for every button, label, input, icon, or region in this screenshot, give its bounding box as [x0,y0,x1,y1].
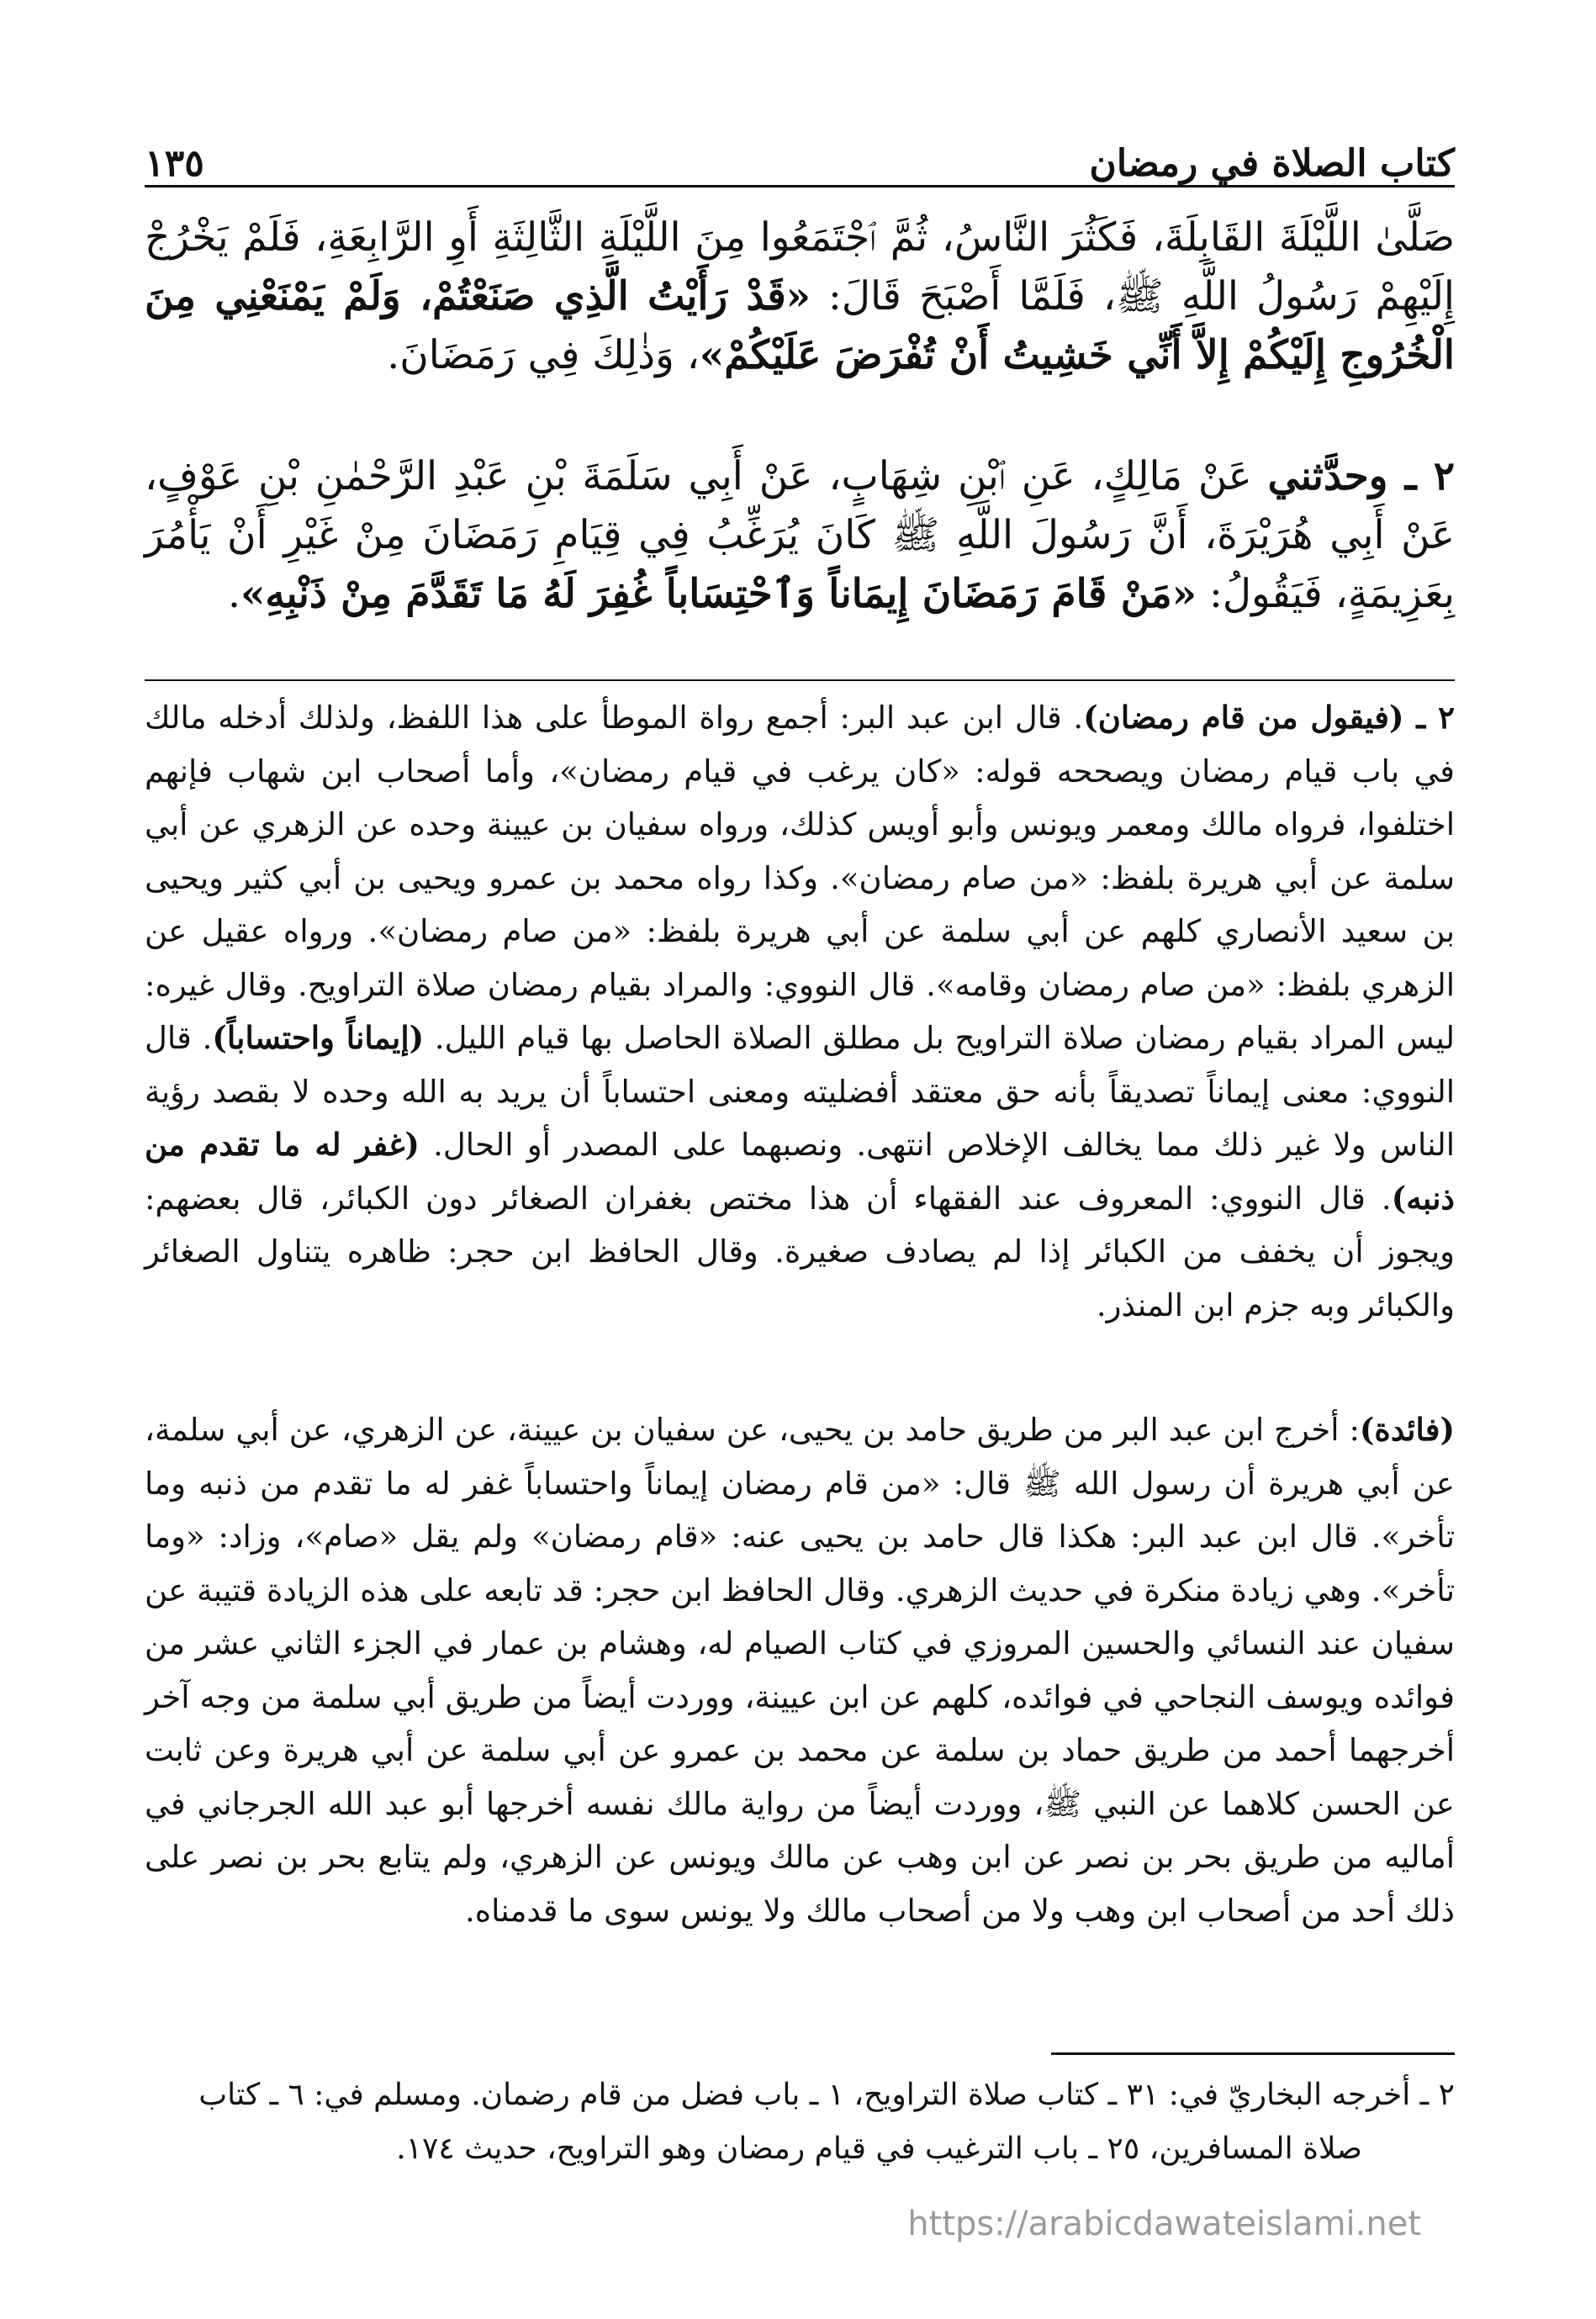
running-title: كتاب الصلاة في رمضان [1089,142,1455,185]
hadith-2-text-c: . [228,571,240,617]
hadith-1-quote: «قَدْ رَأَيْتُ الَّذِي صَنَعْتُمْ، وَلَمْ يَمْنَعْنِي مِنَ الْخُرُوجِ إِلَيْكُمْ إِلاَّ أَنِّي خَشِيتُ أَنْ تُفْرَضَ عَلَيْكُمْ» [145,273,1455,378]
commentary-2-lemma: (فائدة) [1359,1411,1455,1448]
hadith-2-text-a: عَنْ مَالِكٍ، عَنِ ٱبْنِ شِهَابٍ، عَنْ أَبِي سَلَمَةَ بْنِ عَبْدِ الرَّحْمٰنِ بْنِ عَوْفٍ، عَنْ أَبِي هُرَيْرَةَ، أَنَّ رَسُولَ اللَّهِ ﷺ كَانَ يُرَغِّبُ فِي قِيَامِ رَمَضَانَ مِنْ غَيْرِ أَنْ يَأْمُرَ بِعَزِيمَةٍ، فَيَقُولُ: [145,453,1455,617]
header-rule [145,185,1455,188]
hadith-1-paragraph [145,209,1455,385]
commentary-1-lemma-1: (فيقول من قام رمضان) [1083,699,1404,736]
hadith-1-text-c: ، وَذٰلِكَ فِي رَمَضَانَ. [387,332,700,378]
footnote-line-1: ٢ ـ أخرجه البخاريّ في: ٣١ ـ كتاب صلاة التراويح، ١ ـ باب فضل من قام رضمان. ومسلم في: ٦ ـ كتاب [198,2078,1455,2112]
hadith-2-number: ٢ ـ [1387,453,1455,499]
hadith-2 [145,447,1455,624]
footnote [145,2068,1455,2176]
hadith-1-text-a: صَلَّىٰ اللَّيْلَةَ القَابِلَةَ، فَكَثُرَ النَّاسُ، ثُمَّ ٱجْتَمَعُوا مِنَ اللَّيْلَةِ الثَّالِثَةِ أَوِ الرَّابِعَةِ، فَلَمْ يَخْرُجْ إِلَيْهِمْ رَسُولُ اللَّهِ ﷺ، فَلَمَّا أَصْبَحَ قَالَ: [145,214,1455,320]
commentary-1 [145,691,1455,1332]
page-header [145,119,1455,185]
commentary-1-lemma-3: (غفر له ما تقدم من ذنبه) [145,1126,1455,1217]
commentary-2-paragraph [145,1403,1455,1937]
footnote-rule [1051,2052,1455,2055]
hadith-1 [145,209,1455,385]
commentary-1-text-a: . قال ابن عبد البر: أجمع رواة الموطأ على هذا اللفظ، ولذلك أدخله مالك في باب قيام رمضان ويصححه قوله: «كان يرغب في قيام رمضان»، وأما أصحاب ابن شهاب فإنهم اختلفوا، فرواه مالك ومعمر ويونس وأبو أويس كذلك، ورواه سفيان بن عيينة وحده عن الزهري عن أبي سلمة عن أبي هريرة بلفظ: «من صام رمضان». وكذا رواه محمد بن عمرو ويحيى بن أبي كثير ويحيى بن سعيد الأنصاري كلهم عن أبي سلمة عن أبي هريرة بلفظ: «من صام رمضان». ورواه عقيل عن الزهري بلفظ: «من صام رمضان وقامه». قال النووي: والمراد بقيام رمضان صلاة التراويح. وقال غيره: ليس المراد بقيام رمضان صلاة التراويح بل مطلق الصلاة الحاصل بها قيام الليل. [145,700,1455,1056]
commentary-2-text: : أخرج ابن عبد البر من طريق حامد بن يحيى، عن سفيان بن عيينة، عن الزهري، عن أبي سلمة، عن أبي هريرة أن رسول الله ﷺ قال: «من قام رمضان إيماناً واحتساباً غفر له ما تقدم من ذنبه وما تأخر». قال ابن عبد البر: هكذا قال حامد بن يحيى عنه: «قام رمضان» ولم يقل «صام»، وزاد: «وما تأخر». وهي زيادة منكرة في حديث الزهري. وقال الحافظ ابن حجر: قد تابعه على هذه الزيادة قتيبة عن سفيان عند النسائي والحسين المروزي في كتاب الصيام له، وهشام بن عمار في الجزء الثاني عشر من فوائده ويوسف النجاحي في فوائده، كلهم عن ابن عيينة، ووردت أيضاً من طريق أبي سلمة من وجه آخر أخرجهما أحمد من طريق حماد بن سلمة عن محمد بن عمرو عن أبي سلمة عن أبي هريرة وعن ثابت عن الحسن كلاهما عن النبي ﷺ، ووردت أيضاً من رواية مالك نفسه أخرجها أبو عبد الله الجرجاني في أماليه من طريق بحر بن نصر عن ابن وهب عن مالك ويونس عن الزهري، ولم يتابع بحر بن نصر على ذلك أحد من أصحاب ابن وهب ولا من أصحاب مالك ولا يونس سوى ما قدمناه. [145,1412,1455,1929]
commentary-1-number: ٢ ـ [1403,699,1455,736]
commentary-1-paragraph [145,691,1455,1332]
watermark-url: https://arabicdawateislami.net [907,2205,1421,2243]
commentary-1-text-b: . قال النووي: معنى إيماناً تصديقاً بأنه حق معتقد أفضليته ومعنى احتساباً أن يريد به الله وحده لا بقصد رؤية الناس ولا غير ذلك مما يخالف الإخلاص انتهى. ونصبهما على المصدر أو الحال. [145,1020,1455,1163]
commentary-separator [145,679,1455,681]
commentary-2 [145,1403,1455,1937]
commentary-1-text-c: . قال النووي: المعروف عند الفقهاء أن هذا مختص بغفران الصغائر دون الكبائر، قال بعضهم: ويجوز أن يخفف من الكبائر إذا لم يصادف صغيرة. وقال الحافظ ابن حجر: ظاهره يتناول الصغائر والكبائر وبه جزم ابن المنذر. [145,1180,1455,1323]
hadith-2-paragraph [145,447,1455,624]
hadith-2-lead: وحدَّثني [1267,453,1388,499]
commentary-1-lemma-2: (إيماناً واحتساباً) [212,1019,425,1056]
footnote-line-2: صلاة المسافرين، ٢٥ ـ باب الترغيب في قيام رمضان وهو التراويح، حديث ١٧٤. [396,2131,1362,2166]
hadith-2-quote: «مَنْ قَامَ رَمَضَانَ إِيمَاناً وَٱحْتِسَاباً غُفِرَ لَهُ مَا تَقَدَّمَ مِنْ ذَنْبِهِ» [240,571,1197,617]
page-number: ١٣٥ [145,142,204,185]
